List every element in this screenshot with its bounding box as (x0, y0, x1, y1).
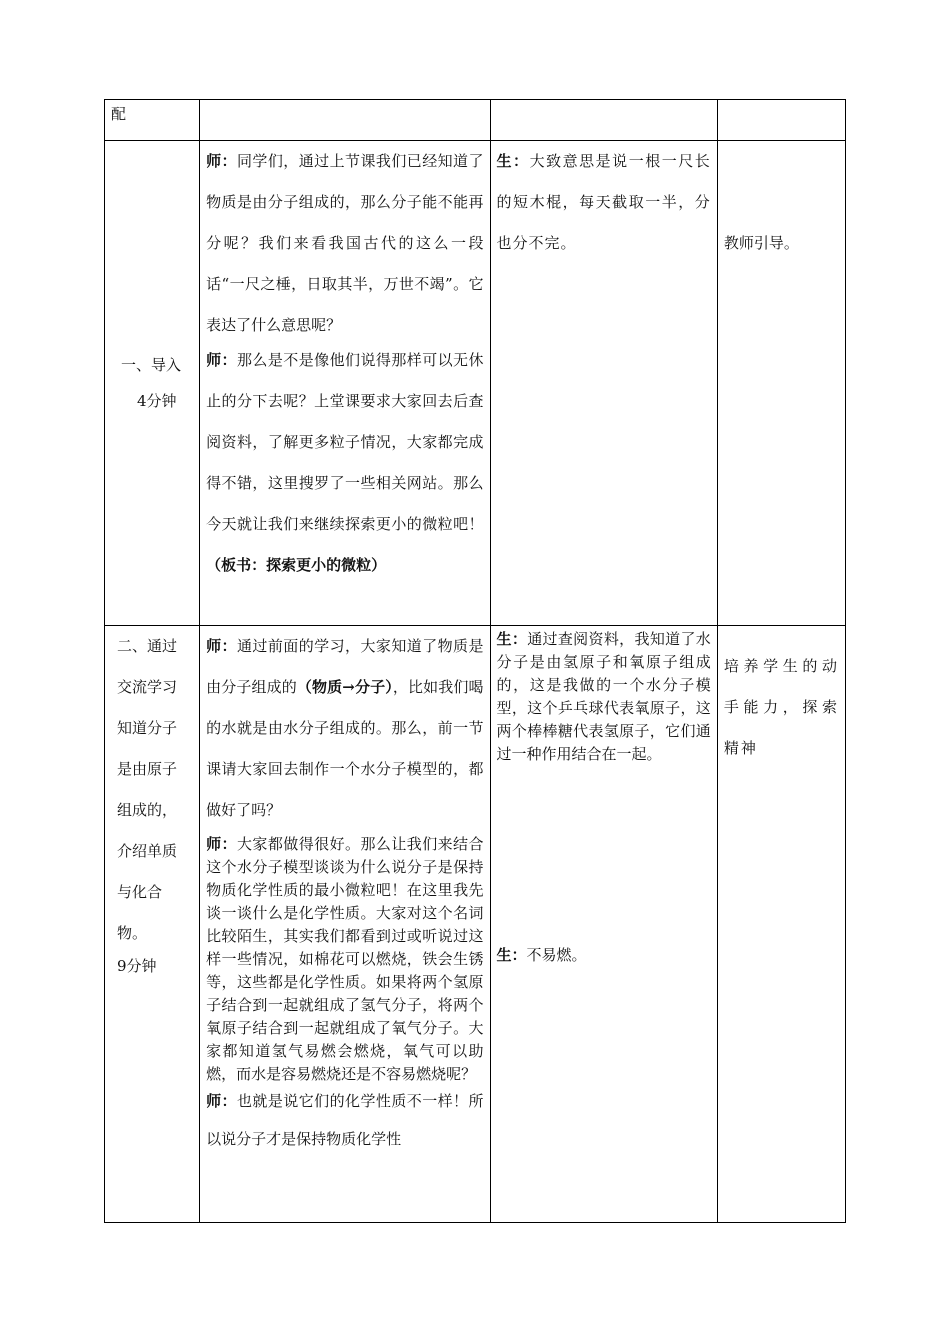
board-note: （板书：探索更小的微粒） (206, 556, 387, 574)
student-paragraph (497, 944, 711, 967)
cell-student-activity (490, 141, 717, 626)
stage-title: 一、导入 (121, 356, 182, 374)
teacher-paragraph (206, 833, 483, 1086)
stage-line: 介绍单质 (117, 842, 178, 860)
paragraph-text: 大家都做得很好。那么让我们来结合这个水分子模型谈谈为什么说分子是保持物质化学性质的最小微粒吧！在这里我先谈一谈什么是化学性质。大家对这个名词比较陌生，其实我们都看到过或听说过这样一些情况，如棉花可以燃烧，铁会生锈等，这些都是化学性质。如果将两个氢原子结合到一起就组成了氢气分子，将两个氧原子结合到一起就组成了氧气分子。大家都知道氢气易燃会燃烧，氧气可以助燃，而水是容易燃烧还是不容易燃烧呢？ (206, 835, 484, 1083)
cell-teacher-activity (200, 141, 490, 626)
cell-design-intent (717, 626, 845, 1223)
teacher-paragraph (206, 340, 483, 586)
stage-line: 知道分子 (117, 719, 178, 737)
speaker-label: 生： (496, 946, 527, 964)
speaker-label: 师： (206, 835, 237, 853)
cell-teacher-activity (200, 626, 490, 1223)
paragraph-text: ，比如我们喝的水就是由水分子组成的。那么，前一节课请大家回去制作一个水分子模型的，都做好了吗？ (206, 678, 484, 819)
table-row (105, 141, 846, 626)
stage-duration: 9分钟 (117, 957, 157, 975)
speaker-label: 生： (496, 152, 530, 170)
stage-line: 与化合 (117, 883, 163, 901)
paragraph-text: 通过前面的学习，大家知道了物质是由分子组成的 (206, 637, 484, 696)
table-row (105, 100, 846, 141)
cell-empty (717, 100, 845, 141)
cell-stage-header: 配 (105, 100, 200, 141)
student-paragraph (497, 628, 711, 766)
design-note: 培养学生的动手能力，探索精神 (723, 657, 839, 757)
teacher-paragraph (206, 1082, 483, 1158)
paragraph-text: 不易燃。 (526, 946, 587, 964)
cell-design-intent (717, 141, 845, 626)
cell-stage (105, 141, 200, 626)
design-note: 教师引导。 (723, 234, 799, 252)
stage-line: 物。 (117, 924, 148, 942)
student-paragraph (497, 141, 711, 264)
stage-line: 是由原子 (117, 760, 178, 778)
paragraph-text: 通过查阅资料，我知道了水分子是由氢原子和氧原子组成的，这是我做的一个水分子模型，这个乒乓球代表氧原子，这两个棒棒糖代表氢原子，它们通过一种作用结合在一起。 (496, 630, 711, 763)
speaker-label: 生： (496, 630, 528, 648)
stage-line: 组成的， (117, 801, 178, 819)
table-row (105, 626, 846, 1223)
paragraph-text: 那么是不是像他们说得那样可以无休止的分下去呢？上堂课要求大家回去后查阅资料，了解更多粒子情况，大家都完成得不错，这里搜罗了一些相关网站。那么今天就让我们来继续探索更小的微粒吧！ (206, 351, 484, 533)
stage-duration: 4分钟 (137, 392, 177, 410)
speaker-label: 师： (206, 1092, 237, 1110)
stage-line: 二、通过 (117, 637, 178, 655)
paragraph-text: 大致意思是说一根一尺长的短木棍，每天截取一半，分也分不完。 (496, 152, 711, 252)
speaker-label: 师： (206, 637, 237, 655)
cell-stage (105, 626, 200, 1223)
cell-empty (490, 100, 717, 141)
paragraph-text: 同学们，通过上节课我们已经知道了物质是由分子组成的，那么分子能不能再分呢？我们来看我国古代的这么一段话“一尺之棰，日取其半，万世不竭”。它表达了什么意思呢？ (206, 152, 484, 334)
stage-lines (111, 626, 193, 978)
cell-student-activity (490, 626, 717, 1223)
board-note: （物质→分子） (296, 678, 393, 696)
speaker-label: 师： (206, 152, 237, 170)
speaker-label: 师： (206, 351, 237, 369)
cell-empty (200, 100, 490, 141)
teacher-paragraph (206, 141, 483, 346)
teacher-paragraph (206, 626, 483, 831)
lesson-plan-table (104, 99, 846, 1223)
paragraph-text: 也就是说它们的化学性质不一样！所以说分子才是保持物质化学性 (206, 1092, 484, 1148)
stage-line: 交流学习 (117, 678, 178, 696)
